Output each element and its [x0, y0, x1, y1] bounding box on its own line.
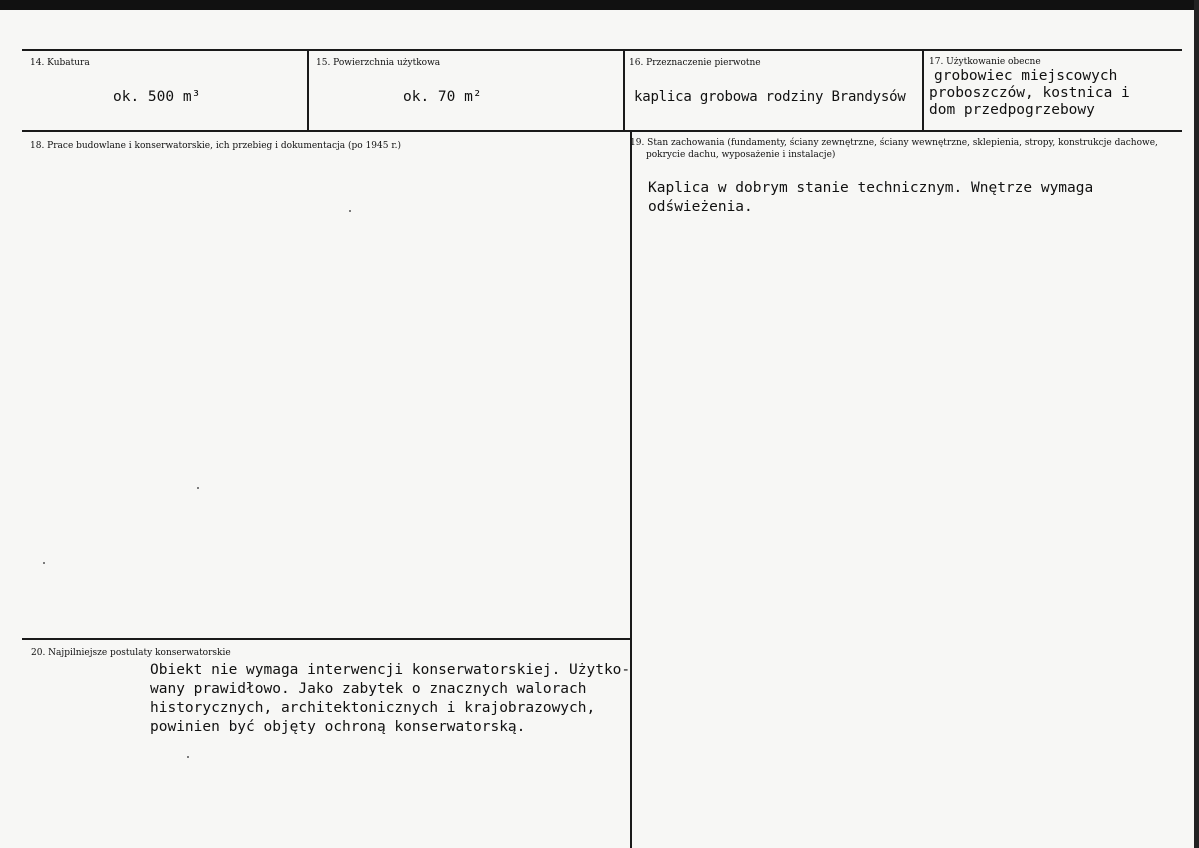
- field-20-line-1: Obiekt nie wymaga interwencji konserwatorskiej. Użytko-: [150, 662, 631, 678]
- form-rule-v-main: [630, 130, 632, 848]
- scan-edge-right: [1194, 0, 1199, 848]
- field-20-line-2: wany prawidłowo. Jako zabytek o znacznych walorach: [150, 681, 587, 697]
- scan-speck: [43, 562, 45, 564]
- field-16-value: kaplica grobowa rodziny Brandysów: [634, 89, 906, 105]
- field-17-line-2: proboszczów, kostnica i: [929, 85, 1130, 101]
- field-19-line-2: odświeżenia.: [648, 199, 753, 215]
- field-20-label: 20. Najpilniejsze postulaty konserwatorskie: [31, 648, 231, 658]
- form-rule-v2: [623, 49, 625, 132]
- field-14-label: 14. Kubatura: [30, 58, 90, 68]
- field-19-label-line-2: pokrycie dachu, wyposażenie i instalacje): [646, 150, 836, 160]
- form-rule-top: [22, 49, 1182, 51]
- scan-speck: [187, 756, 189, 758]
- form-rule-v3: [922, 49, 924, 132]
- field-14-value: ok. 500 m³: [113, 89, 201, 105]
- field-15-value: ok. 70 m²: [403, 89, 482, 105]
- field-18-label: 18. Prace budowlane i konserwatorskie, ich przebieg i dokumentacja (po 1945 r.): [30, 141, 402, 151]
- field-19-label-line-1: 19. Stan zachowania (fundamenty, ściany zewnętrzne, ściany wewnętrzne, sklepienia, stropy, konstrukcje dachowe,: [630, 138, 1158, 148]
- form-rule-v1: [307, 49, 309, 132]
- form-rule-lower: [22, 638, 630, 640]
- field-17-line-1: grobowiec miejscowych: [934, 68, 1118, 84]
- scan-speck: [349, 210, 351, 212]
- field-20-line-4: powinien być objęty ochroną konserwatorską.: [150, 719, 526, 735]
- scan-edge-top: [0, 0, 1199, 10]
- field-16-label: 16. Przeznaczenie pierwotne: [629, 58, 761, 68]
- scan-speck: [197, 487, 199, 489]
- field-15-label: 15. Powierzchnia użytkowa: [316, 58, 441, 68]
- field-17-label: 17. Użytkowanie obecne: [929, 57, 1041, 67]
- field-20-line-3: historycznych, architektonicznych i krajobrazowych,: [150, 700, 596, 716]
- form-rule-mid: [22, 130, 1182, 132]
- field-19-line-1: Kaplica w dobrym stanie technicznym. Wnętrze wymaga: [648, 180, 1094, 196]
- field-17-line-3: dom przedpogrzebowy: [929, 102, 1095, 118]
